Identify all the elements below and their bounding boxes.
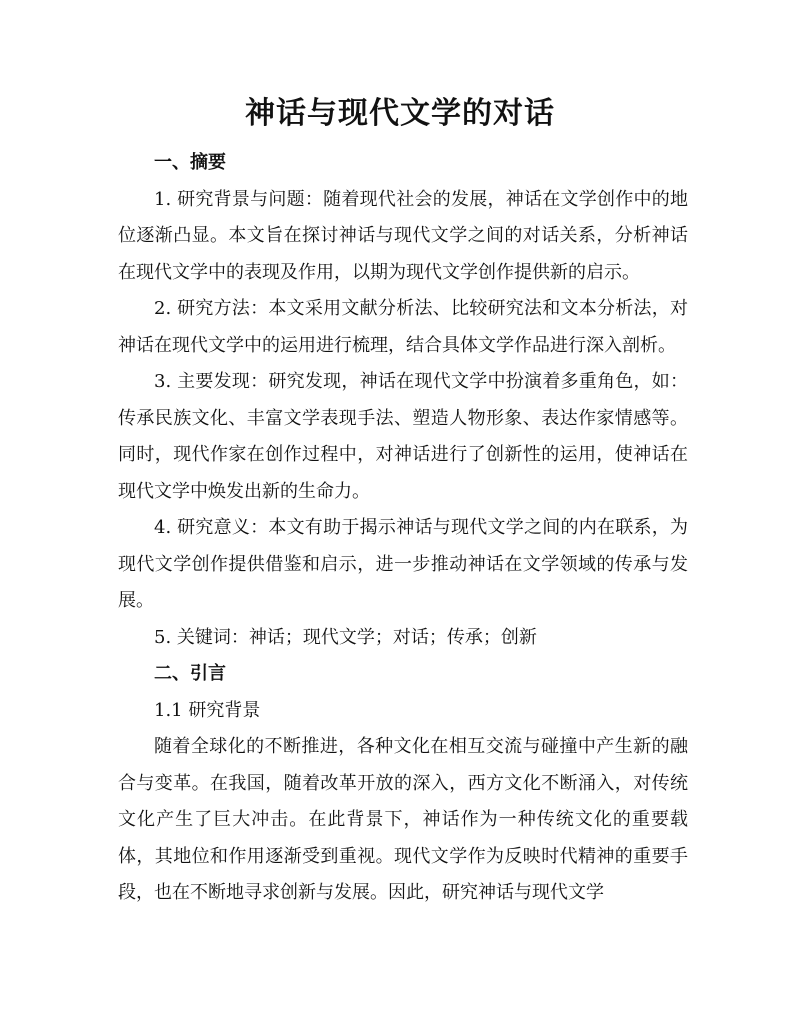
subsection-heading-background: 1.1 研究背景 xyxy=(154,699,261,721)
section-heading-abstract: 一、摘要 xyxy=(154,152,226,173)
abstract-paragraph-background: 1. 研究背景与问题：随着现代社会的发展，神话在文学创作中的地位逐渐凸显。本文旨在探讨神话与现代文学之间的对话关系，分析神话在现代文学中的表现及作用，以期为现代文学创作提供新的启示。 xyxy=(118,188,688,283)
introduction-paragraph: 随着全球化的不断推进，各种文化在相互交流与碰撞中产生新的融合与变革。在我国，随着改革开放的深入，西方文化不断涌入，对传统文化产生了巨大冲击。在此背景下，神话作为一种传统文化的重要载体，其地位和作用逐渐受到重视。现代文学作为反映时代精神的重要手段，也在不断地寻求创新与发展。因此，研究神话与现代文学 xyxy=(118,736,688,903)
document-title: 神话与现代文学的对话 xyxy=(245,96,555,131)
abstract-paragraph-methods: 2. 研究方法：本文采用文献分析法、比较研究法和文本分析法，对神话在现代文学中的运用进行梳理，结合具体文学作品进行深入剖析。 xyxy=(118,298,688,356)
abstract-paragraph-findings: 3. 主要发现：研究发现，神话在现代文学中扮演着多重角色，如：传承民族文化、丰富文学表现手法、塑造人物形象、表达作家情感等。同时，现代作家在创作过程中，对神话进行了创新性的运用，使神话在现代文学中焕发出新的生命力。 xyxy=(118,371,688,502)
document-body xyxy=(118,145,688,912)
abstract-paragraph-keywords: 5. 关键词：神话；现代文学；对话；传承；创新 xyxy=(154,626,537,648)
section-heading-introduction: 二、引言 xyxy=(154,663,226,684)
abstract-paragraph-significance: 4. 研究意义：本文有助于揭示神话与现代文学之间的内在联系，为现代文学创作提供借鉴和启示，进一步推动神话在文学领域的传承与发展。 xyxy=(118,517,688,611)
